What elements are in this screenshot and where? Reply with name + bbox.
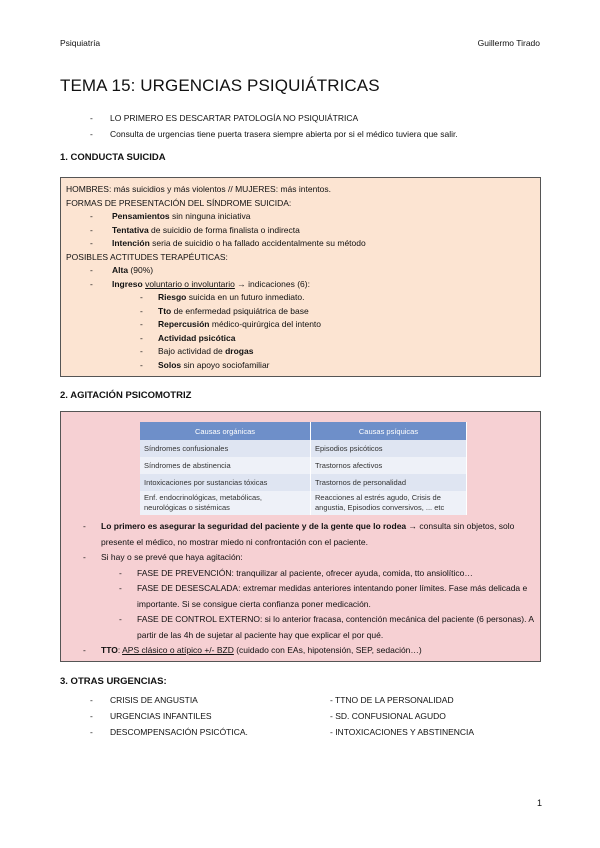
agitation-item: - Si hay o se prevé que haya agitación: (83, 550, 538, 566)
list-item: - TTNO DE LA PERSONALIDAD (330, 695, 454, 705)
phase-item: - FASE DE CONTROL EXTERNO: si lo anterior fracasa, contención mecánica del paciente (6 personas). A partir de las 4h de sujetar al paciente hay que explicar el por qué. (83, 612, 538, 643)
header-right: Guillermo Tirado (477, 38, 540, 48)
table-row (140, 474, 467, 491)
agitation-item: - Lo primero es asegurar la seguridad del paciente y de la gente que lo rodea → consulta sin objetos, solo presente el médico, no mostrar miedo ni confrontación con el paciente. (83, 519, 538, 550)
table-cell: Intoxicaciones por sustancias tóxicas (140, 474, 311, 491)
list-item: - DESCOMPENSACIÓN PSICÓTICA. (90, 724, 248, 740)
form-item: - Tentativa de suicidio de forma finalista o indirecta (66, 224, 536, 238)
indication-item: - Tto de enfermedad psiquiátrica de base (66, 305, 536, 319)
indication-item: - Solos sin apoyo sociofamiliar (66, 359, 536, 373)
table-cell: Enf. endocrinológicas, metabólicas, neurológicas o sistémicas (140, 491, 311, 515)
intro-list (90, 110, 550, 142)
causes-table (140, 422, 467, 515)
page-number: 1 (536, 798, 542, 808)
therapy-heading: POSIBLES ACTITUDES TERAPÉUTICAS: (66, 251, 228, 262)
table-cell: Síndromes confusionales (140, 440, 311, 457)
table-row (140, 440, 467, 457)
therapy-ingreso: - Ingreso voluntario o involuntario → indicaciones (6): (66, 278, 536, 292)
section-heading-agitation: 2. AGITACIÓN PSICOMOTRIZ (60, 390, 192, 401)
indication-item: - Actividad psicótica (66, 332, 536, 346)
list-item: - URGENCIAS INFANTILES (90, 708, 248, 724)
intro-item: - Consulta de urgencias tiene puerta trasera siempre abierta por si el médico tuviera que salir. (90, 126, 550, 142)
table-header: Causas orgánicas (140, 422, 311, 440)
table-cell: Trastornos afectivos (311, 457, 467, 474)
section-heading-other: 3. OTRAS URGENCIAS: (60, 676, 167, 687)
treatment-item: - TTO: APS clásico o atípico +/- BZD (cuidado con EAs, hipotensión, SEP, sedación…) (83, 643, 538, 659)
list-item: - SD. CONFUSIONAL AGUDO (330, 711, 446, 721)
table-cell: Reacciones al estrés agudo, Crisis de angustia, Episodios conversivos, ... etc (311, 491, 467, 515)
form-item: - Pensamientos sin ninguna iniciativa (66, 210, 536, 224)
form-item: - Intención seria de suicidio o ha fallado accidentalmente su método (66, 237, 536, 251)
list-item: - CRISIS DE ANGUSTIA (90, 692, 248, 708)
other-urgencies-col2 (330, 692, 474, 740)
list-item: - INTOXICACIONES Y ABSTINENCIA (330, 727, 475, 737)
suicidal-box (60, 177, 541, 377)
forms-heading: FORMAS DE PRESENTACIÓN DEL SÍNDROME SUICIDA: (66, 197, 292, 208)
table-cell: Síndromes de abstinencia (140, 457, 311, 474)
page-title: TEMA 15: URGENCIAS PSIQUIÁTRICAS (60, 76, 380, 95)
gender-line: HOMBRES: más suicidios y más violentos // MUJERES: más intentos. (66, 184, 331, 194)
agitation-body (83, 519, 538, 659)
phase-item: - FASE DE PREVENCIÓN: tranquilizar al paciente, ofrecer ayuda, comida, tto ansiolítico… (83, 566, 538, 582)
table-row (140, 491, 467, 515)
indication-item: - Repercusión médico-quirúrgica del intento (66, 318, 536, 332)
therapy-alta: - Alta (90%) (66, 264, 536, 278)
indication-item: - Bajo actividad de drogas (66, 345, 536, 359)
table-cell: Trastornos de personalidad (311, 474, 467, 491)
other-urgencies-col1 (90, 692, 248, 740)
header-left: Psiquiatría (60, 38, 101, 48)
table-cell: Episodios psicóticos (311, 440, 467, 457)
indication-item: - Riesgo suicida en un futuro inmediato. (66, 291, 536, 305)
phase-item: - FASE DE DESESCALADA: extremar medidas anteriores intentando poner límites. Fase más delicada e importante. Si se consigue cierta confianza poner medicación. (83, 581, 538, 612)
table-header: Causas psíquicas (311, 422, 467, 440)
table-row (140, 457, 467, 474)
agitation-box (60, 411, 541, 662)
section-heading-suicidal: 1. CONDUCTA SUICIDA (60, 152, 166, 163)
intro-item: - LO PRIMERO ES DESCARTAR PATOLOGÍA NO PSIQUIÁTRICA (90, 110, 550, 126)
